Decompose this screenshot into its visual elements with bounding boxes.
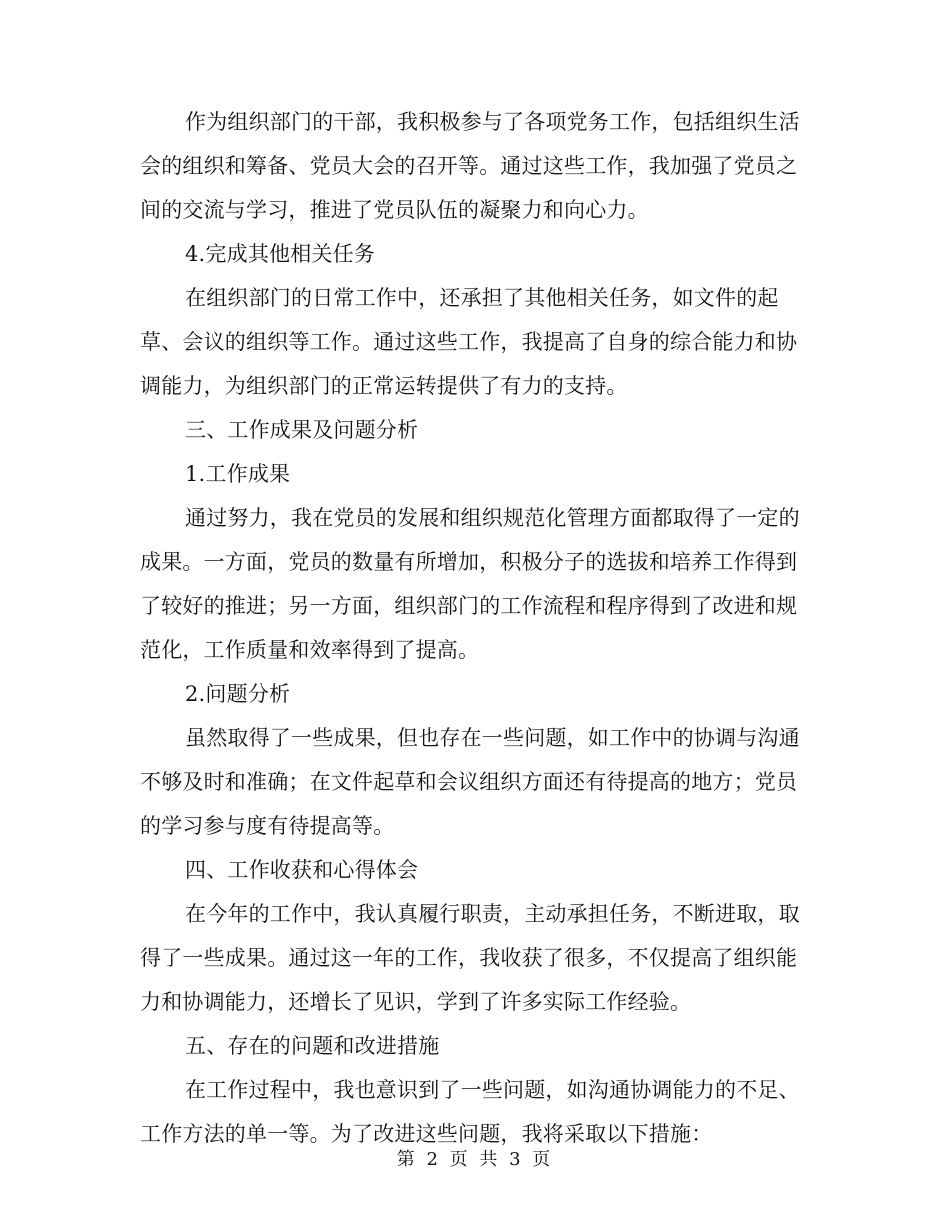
body-paragraph: 在工作过程中，我也意识到了一些问题，如沟通协调能力的不足、工作方法的单一等。为了改进这些问题，我将采取以下措施： <box>140 1078 800 1146</box>
page-footer: 第 2 页 共 3 页 <box>396 1149 554 1170</box>
section-heading: 四、工作收获和心得体会 <box>185 858 419 882</box>
section-heading: 三、工作成果及问题分析 <box>185 418 419 442</box>
body-paragraph: 虽然取得了一些成果，但也存在一些问题，如工作中的协调与沟通不够及时和准确；在文件起草和会议组织方面还有待提高的地方；党员的学习参与度有待提高等。 <box>140 726 800 838</box>
body-paragraph: 通过努力，我在党员的发展和组织规范化管理方面都取得了一定的成果。一方面，党员的数量有所增加，积极分子的选拔和培养工作得到了较好的推进；另一方面，组织部门的工作流程和程序得到了改进和规范化，工作质量和效率得到了提高。 <box>140 506 800 662</box>
body-paragraph: 在组织部门的日常工作中，还承担了其他相关任务，如文件的起草、会议的组织等工作。通过这些工作，我提高了自身的综合能力和协调能力，为组织部门的正常运转提供了有力的支持。 <box>140 286 798 398</box>
section-subheading: 2.问题分析 <box>185 682 291 706</box>
section-heading: 五、存在的问题和改进措施 <box>185 1034 440 1058</box>
body-paragraph: 在今年的工作中，我认真履行职责，主动承担任务，不断进取，取得了一些成果。通过这一年的工作，我收获了很多，不仅提高了组织能力和协调能力，还增长了见识，学到了许多实际工作经验。 <box>140 902 800 1014</box>
body-paragraph: 作为组织部门的干部，我积极参与了各项党务工作，包括组织生活会的组织和筹备、党员大会的召开等。通过这些工作，我加强了党员之间的交流与学习，推进了党员队伍的凝聚力和向心力。 <box>140 110 800 222</box>
document-body <box>140 100 800 1156</box>
section-subheading: 1.工作成果 <box>185 462 291 486</box>
section-subheading: 4.完成其他相关任务 <box>185 242 376 266</box>
